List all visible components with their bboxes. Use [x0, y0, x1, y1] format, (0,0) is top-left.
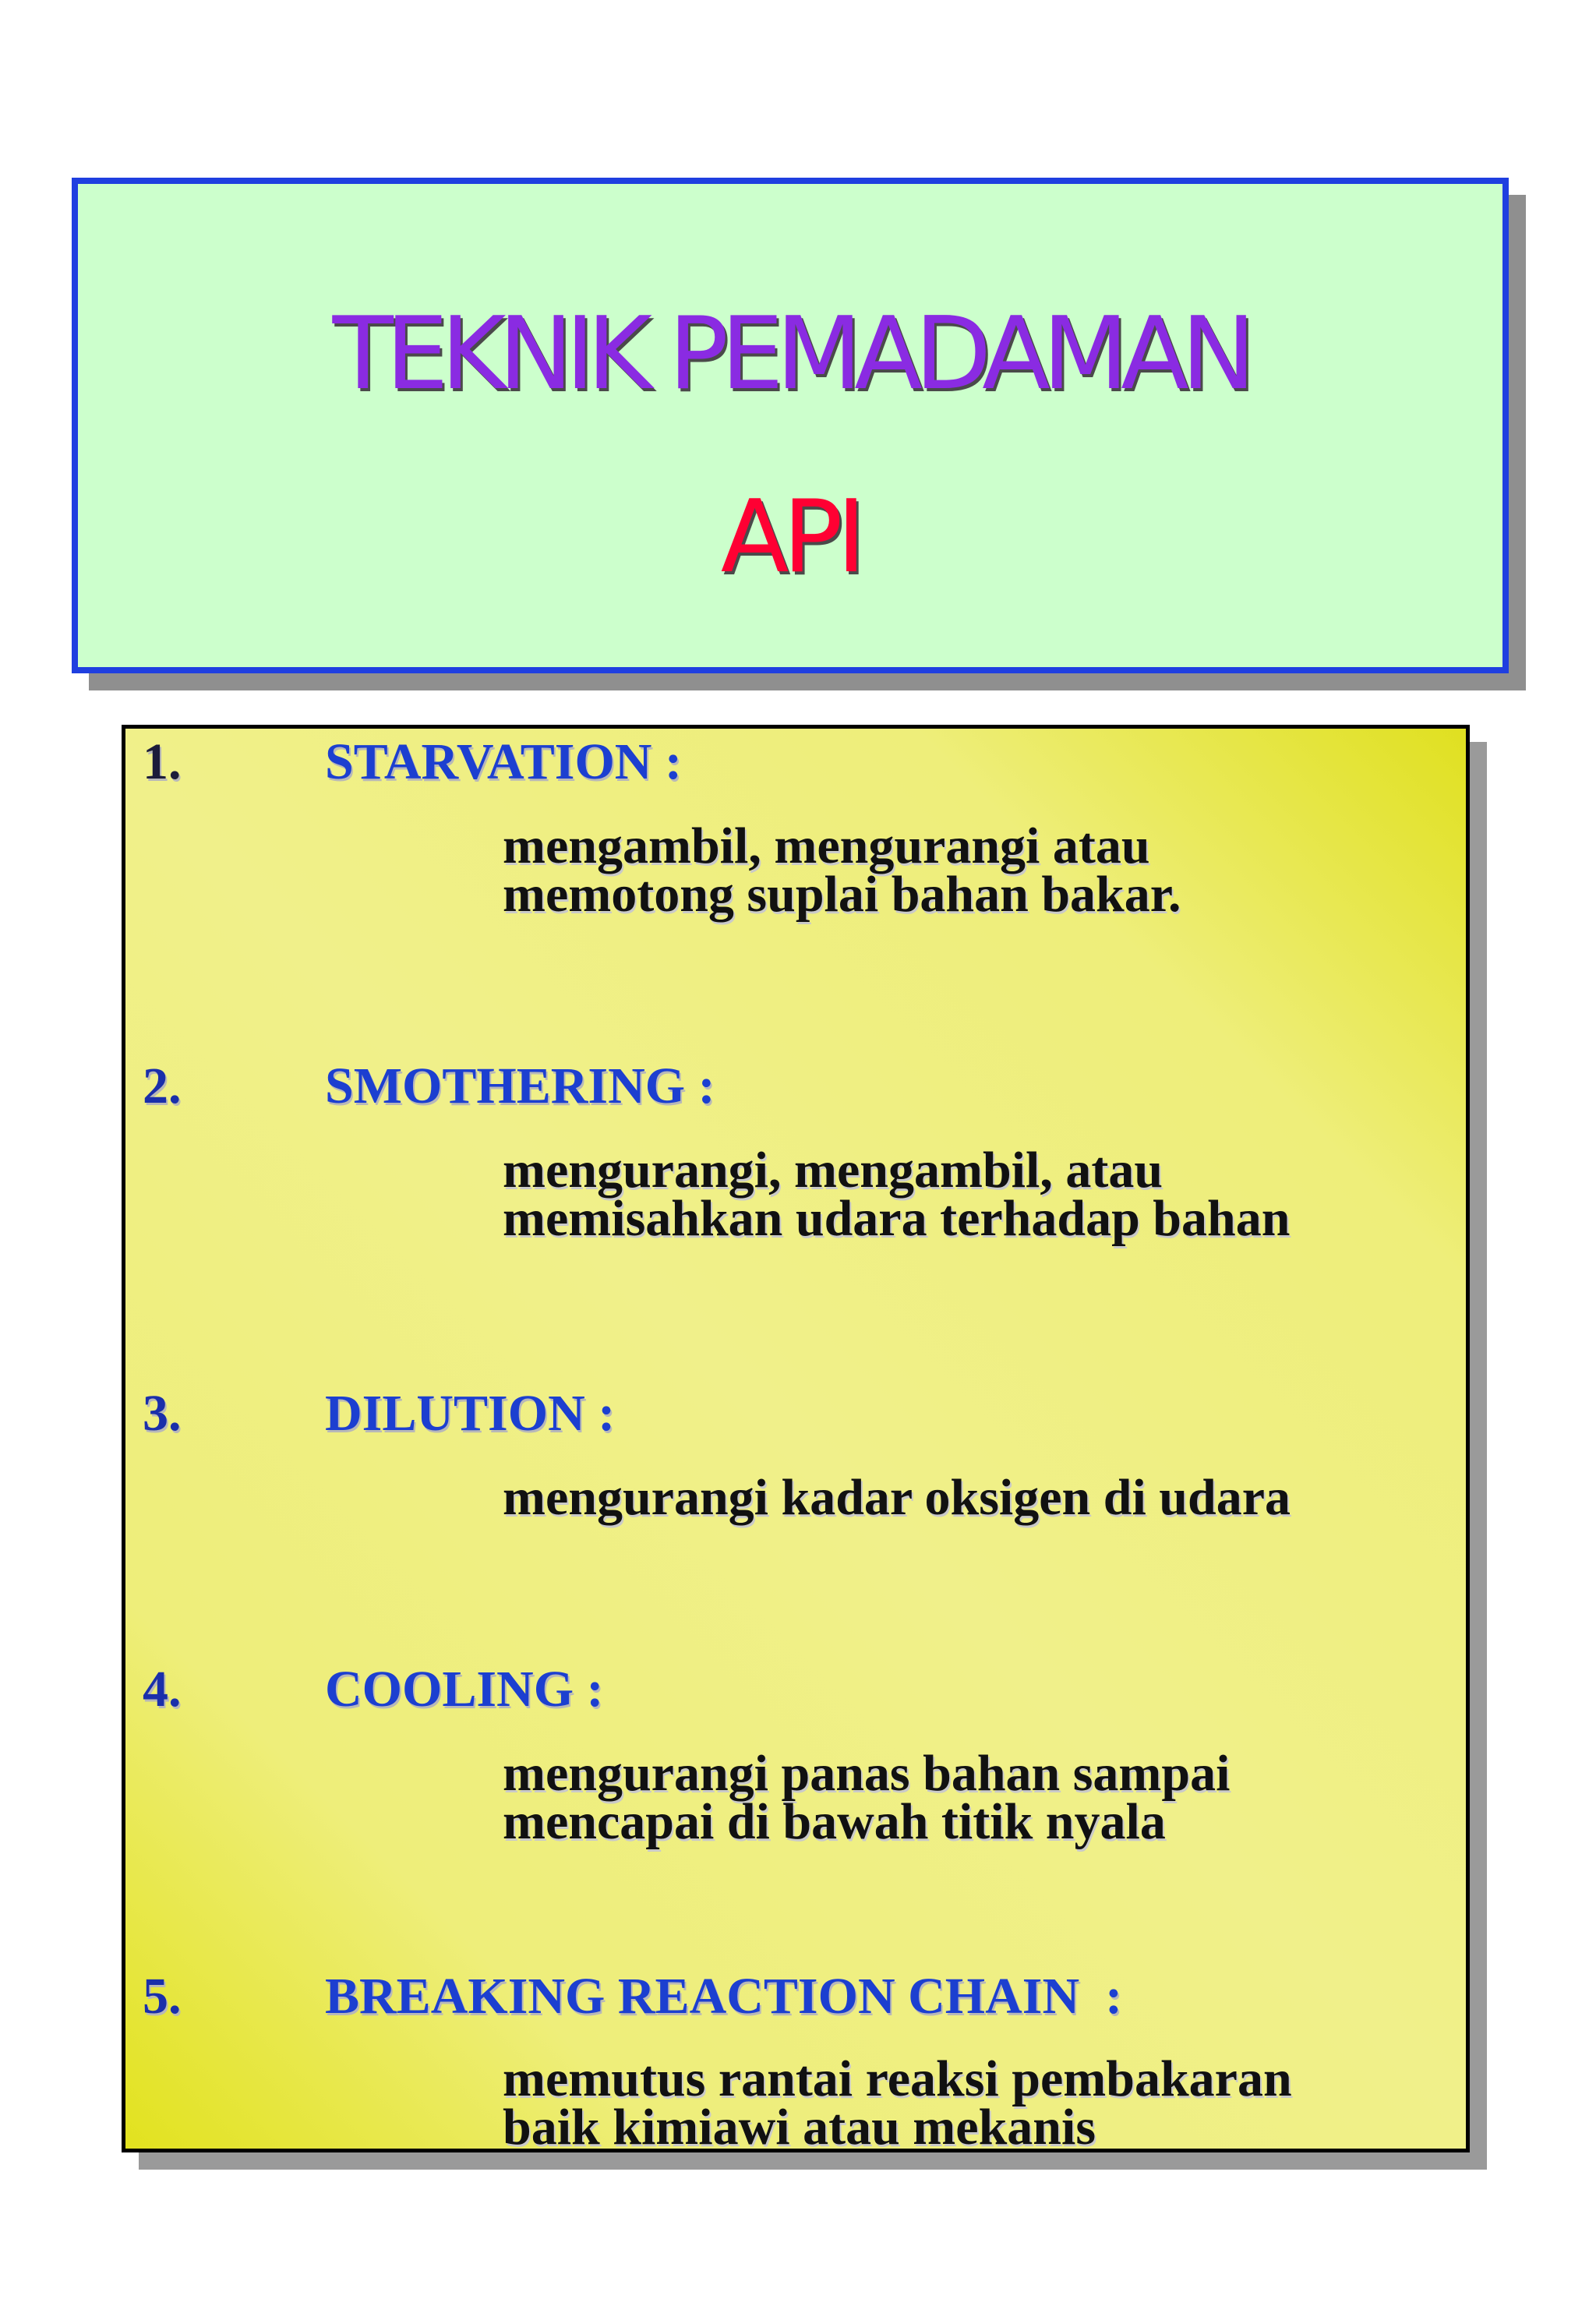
- item-3-description: [503, 1469, 1291, 1526]
- item-5-description-line-1: memutus rantai reaksi pembakaran: [503, 2050, 1292, 2107]
- item-5-heading: BREAKING REACTION CHAIN :: [325, 1968, 1123, 2025]
- item-5-description: [503, 2050, 1292, 2156]
- title-line-2: API: [720, 479, 860, 595]
- item-3-number: 3.: [143, 1385, 182, 1442]
- item-4-number: 4.: [143, 1661, 182, 1718]
- item-3-heading: DILUTION :: [325, 1385, 616, 1442]
- item-5-number: 5.: [143, 1968, 182, 2025]
- item-1-description-line-1: mengambil, mengurangi atau: [503, 818, 1150, 874]
- item-1-heading: STARVATION :: [325, 733, 682, 790]
- item-4-description-line-1: mengurangi panas bahan sampai: [503, 1745, 1231, 1802]
- item-2-number: 2.: [143, 1058, 182, 1114]
- title-box: [72, 178, 1509, 673]
- item-2-heading: SMOTHERING :: [325, 1058, 715, 1114]
- item-4-heading: COOLING :: [325, 1661, 604, 1718]
- content-box: [122, 725, 1470, 2156]
- item-1-description-line-2: memotong suplai bahan bakar.: [503, 866, 1181, 923]
- item-2-description: [503, 1142, 1291, 1247]
- item-2-description-line-1: mengurangi, mengambil, atau: [503, 1142, 1163, 1199]
- item-4-description-line-2: mencapai di bawah titik nyala: [503, 1793, 1166, 1850]
- item-5-description-line-2: baik kimiawi atau mekanis: [503, 2099, 1096, 2156]
- item-4-description: [503, 1745, 1231, 1850]
- item-1-number: 1.: [143, 733, 182, 790]
- item-2-description-line-2: memisahkan udara terhadap bahan: [503, 1190, 1291, 1247]
- title-line-1: TEKNIK PEMADAMAN: [332, 296, 1248, 412]
- item-1-description: [503, 818, 1181, 923]
- item-3-description-line-1: mengurangi kadar oksigen di udara: [503, 1469, 1291, 1526]
